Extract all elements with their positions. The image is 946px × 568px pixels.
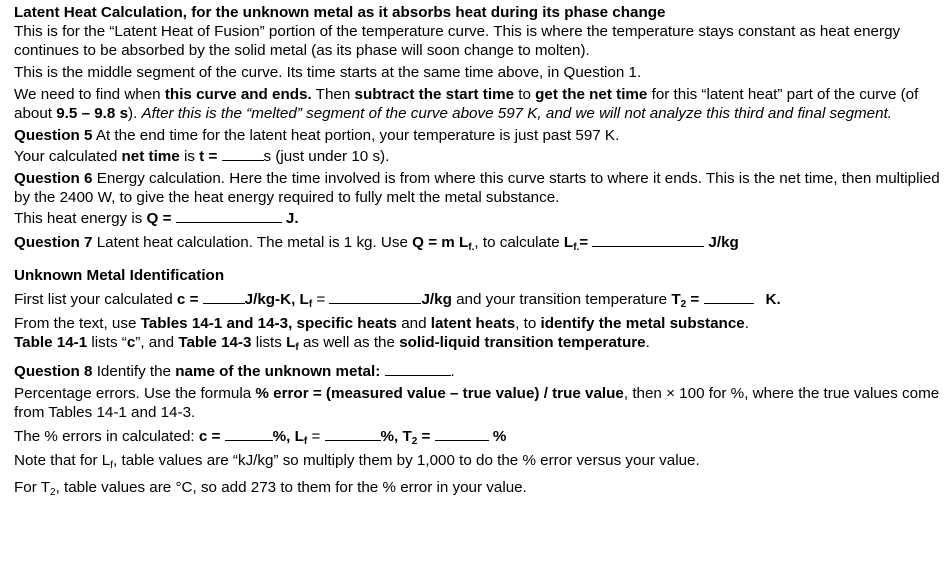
page-title: Latent Heat Calculation, for the unknown metal as it absorbs heat during its phase change — [14, 4, 666, 21]
question-label: Question 5 — [14, 127, 93, 144]
metal-name-blank[interactable] — [385, 360, 451, 376]
question-label: Question 6 — [14, 170, 93, 187]
latent-heat-list-blank[interactable] — [329, 288, 421, 304]
identification-line-2: From the text, use Tables 14-1 and 14-3, specific heats and latent heats, to identify the metal substance. — [14, 315, 749, 332]
percent-error-answers: The % errors in calculated: c = %, $L_f$ = %, $T_2$ = % — [14, 425, 946, 451]
question-5: Question 5 At the end time for the latent heat portion, your temperature is just past 597 K. — [14, 127, 620, 144]
percent-error-instructions: Percentage errors. Use the formula % error = (measured value – true value) / true value, then × 100 for %, where the true values come from Tables 14-1 and 14-3. — [14, 385, 940, 421]
latent-heat-blank[interactable] — [592, 231, 704, 247]
lf-error-blank[interactable] — [325, 425, 381, 441]
identification-line-1: First list your calculated c = J/kg-K, $L_f = J/kg$ and your transition temperature $T_2 = K$. — [14, 288, 946, 314]
question-8: Question 8 Identify the name of the unknown metal: . — [14, 360, 946, 381]
t2-error-blank[interactable] — [435, 425, 489, 441]
identification-heading: Unknown Metal Identification — [14, 267, 225, 284]
question-6-answer-line: This heat energy is Q = J. — [14, 207, 946, 228]
c-error-blank[interactable] — [225, 425, 273, 441]
intro-paragraph-2: This is the middle segment of the curve. Its time starts at the same time above, in Question 1. — [14, 64, 642, 81]
specific-heat-blank[interactable] — [203, 288, 245, 304]
identification-line-3: Table 14-1 lists “c”, and Table 14-3 lists $L_f$ as well as the solid-liquid transition temperature. — [14, 334, 650, 353]
question-label: Question 7 — [14, 234, 93, 251]
question-6: Question 6 Energy calculation. Here the time involved is from where this curve starts to where it ends. This is the net time, then multiplied by the 2400 W, to give the heat energy required to fully melt the metal substance. — [14, 170, 940, 206]
question-5-answer-line: Your calculated net time is t = s (just under 10 s). — [14, 145, 946, 166]
net-time-blank[interactable] — [222, 145, 264, 161]
intro-paragraph-3: We need to find when this curve and ends. Then subtract the start time to get the net time for this “latent heat” part of the curve (of about 9.5 – 9.8 s). After this is the “melted” segment of the curve above 597 K, and we will not analyze this third and final segment. — [14, 86, 919, 122]
heat-energy-blank[interactable] — [176, 207, 282, 223]
intro-paragraph-1: This is for the “Latent Heat of Fusion” portion of the temperature curve. This is where the temperature stays constant as heat energy continues to be absorbed by the solid metal (as its phase will soon change to molten). — [14, 23, 901, 59]
note-lf-units: Note that for $L_f$, table values are “kJ/kg” so multiply them by 1,000 to do the % error versus your value. — [14, 452, 700, 471]
question-label: Question 8 — [14, 363, 93, 380]
transition-temperature-blank[interactable] — [704, 288, 754, 304]
question-7: Question 7 Latent heat calculation. The metal is 1 kg. Use Q = m $L_{f.}$, to calculate $L_{f.}= J/kg$ — [14, 231, 946, 257]
note-t2-units: For $T_2$, table values are °C, so add 273 to them for the % error in your value. — [14, 479, 527, 498]
